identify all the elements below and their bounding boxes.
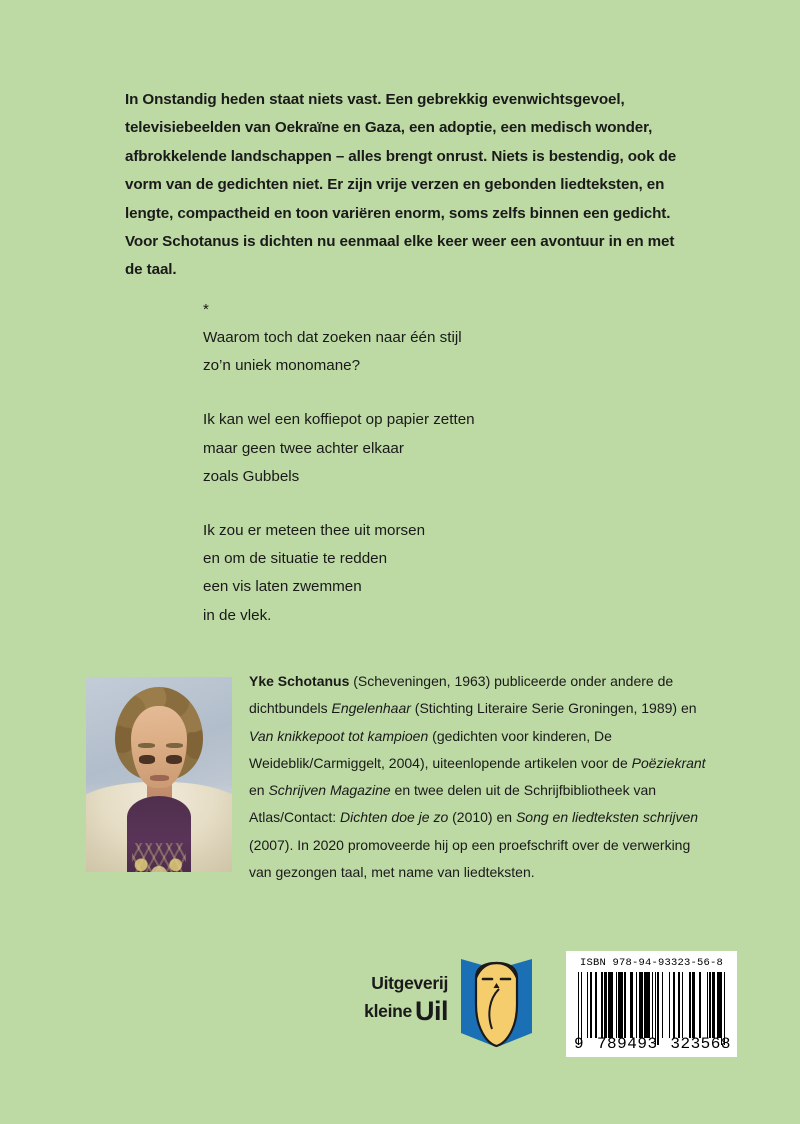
isbn-barcode xyxy=(566,951,737,1057)
author-biography xyxy=(249,668,711,886)
blurb-text: In Onstandig heden staat niets vast. Een gebrekkig evenwichtsgevoel, televisiebeelden van Oekraïne en Gaza, een adoptie, een medisch wonder, afbrokkelende landschappen – alles brengt onrust. Niets is bestendig, ook de vorm van de gedichten niet. Er zijn vrije verzen en gebonden liedteksten, en lengte, compactheid en toon variëren enorm, soms zelfs binnen een gedicht. Voor Schotanus is dichten nu eenmaal elke keer weer een avontuur in en met de taal. xyxy=(125,91,677,279)
poem-stanza xyxy=(203,324,623,380)
barcode-bar xyxy=(724,972,725,1045)
poem-line: Ik kan wel een koffiepot op papier zetten xyxy=(203,411,475,429)
owl-in-open-book-icon xyxy=(459,953,534,1049)
bio-run: Van knikkepoot tot kampioen xyxy=(249,727,429,744)
poem-line: zo’n uniek monomane? xyxy=(203,357,361,375)
bio-run: Poëziekrant xyxy=(631,754,706,771)
bio-run: Engelenhaar xyxy=(331,700,411,717)
photo-eye-right xyxy=(166,755,182,764)
bio-run: en twee delen uit de Schrijfbibliotheek van Atlas/Contact: xyxy=(249,782,657,826)
poem-line: Ik zou er meteen thee uit morsen xyxy=(203,522,426,540)
author-portrait-photo xyxy=(86,677,232,872)
poem-separator: * xyxy=(203,301,209,318)
poem-line: Waarom toch dat zoeken naar één stijl xyxy=(203,329,462,346)
publisher-word-uil: Uil xyxy=(414,995,448,1026)
poem-excerpt xyxy=(203,296,623,630)
poem-line: en om de situatie te redden xyxy=(203,550,388,568)
ean-leading-digit: 9 xyxy=(574,1035,585,1053)
bio-run: (2007). In 2020 promoveerde hij op een proefschrift over de verwerking van gezongen taal, met name van liedteksten. xyxy=(249,836,691,881)
poem-stanza xyxy=(203,406,623,491)
blurb-paragraph xyxy=(125,86,683,285)
bio-run: (Stichting Literaire Serie Groningen, 1989) en xyxy=(410,700,697,717)
stanza-gap xyxy=(203,491,623,517)
photo-eye-left xyxy=(139,755,155,764)
photo-shirt xyxy=(127,796,191,872)
bio-run: Yke Schotanus xyxy=(249,673,350,689)
poem-line: een vis laten zwemmen xyxy=(203,578,362,596)
bio-run: (2010) en xyxy=(448,809,516,826)
author-biography-text xyxy=(249,668,711,886)
bio-run: Song en liedteksten schrijven xyxy=(515,809,699,826)
ean-left-group: 789493 xyxy=(596,1035,658,1053)
isbn-text: ISBN 978-94-93323-56-8 xyxy=(579,957,724,969)
bio-run: (Scheveningen, 1963) publiceerde onder andere de dichtbundels xyxy=(249,673,674,717)
publisher-line-uitgeverij: Uitgeverij xyxy=(371,973,448,993)
publisher-wordmark xyxy=(344,975,448,1025)
stanza-gap xyxy=(203,380,623,406)
bio-run: (gedichten voor kinderen, De Weideblik/Carmiggelt, 2004), uiteenlopende artikelen voor de xyxy=(249,727,632,771)
barcode-bars xyxy=(578,972,726,1038)
bio-run: en xyxy=(249,782,269,799)
publisher-line-kleine-uil xyxy=(344,995,448,1026)
photo-mouth xyxy=(150,775,169,780)
poem-line: zoals Gubbels xyxy=(203,467,300,485)
poem-line: in de vlek. xyxy=(203,606,272,624)
poem-line: maar geen twee achter elkaar xyxy=(203,439,404,457)
bio-run: Schrijven Magazine xyxy=(268,782,391,799)
poem-stanza xyxy=(203,517,623,630)
publisher-word-kleine: kleine xyxy=(364,1000,412,1021)
publisher-logo xyxy=(344,953,534,1051)
bio-run: Dichten doe je zo xyxy=(340,809,449,826)
ean-digits xyxy=(574,1035,731,1053)
ean-right-group: 323568 xyxy=(670,1035,731,1053)
